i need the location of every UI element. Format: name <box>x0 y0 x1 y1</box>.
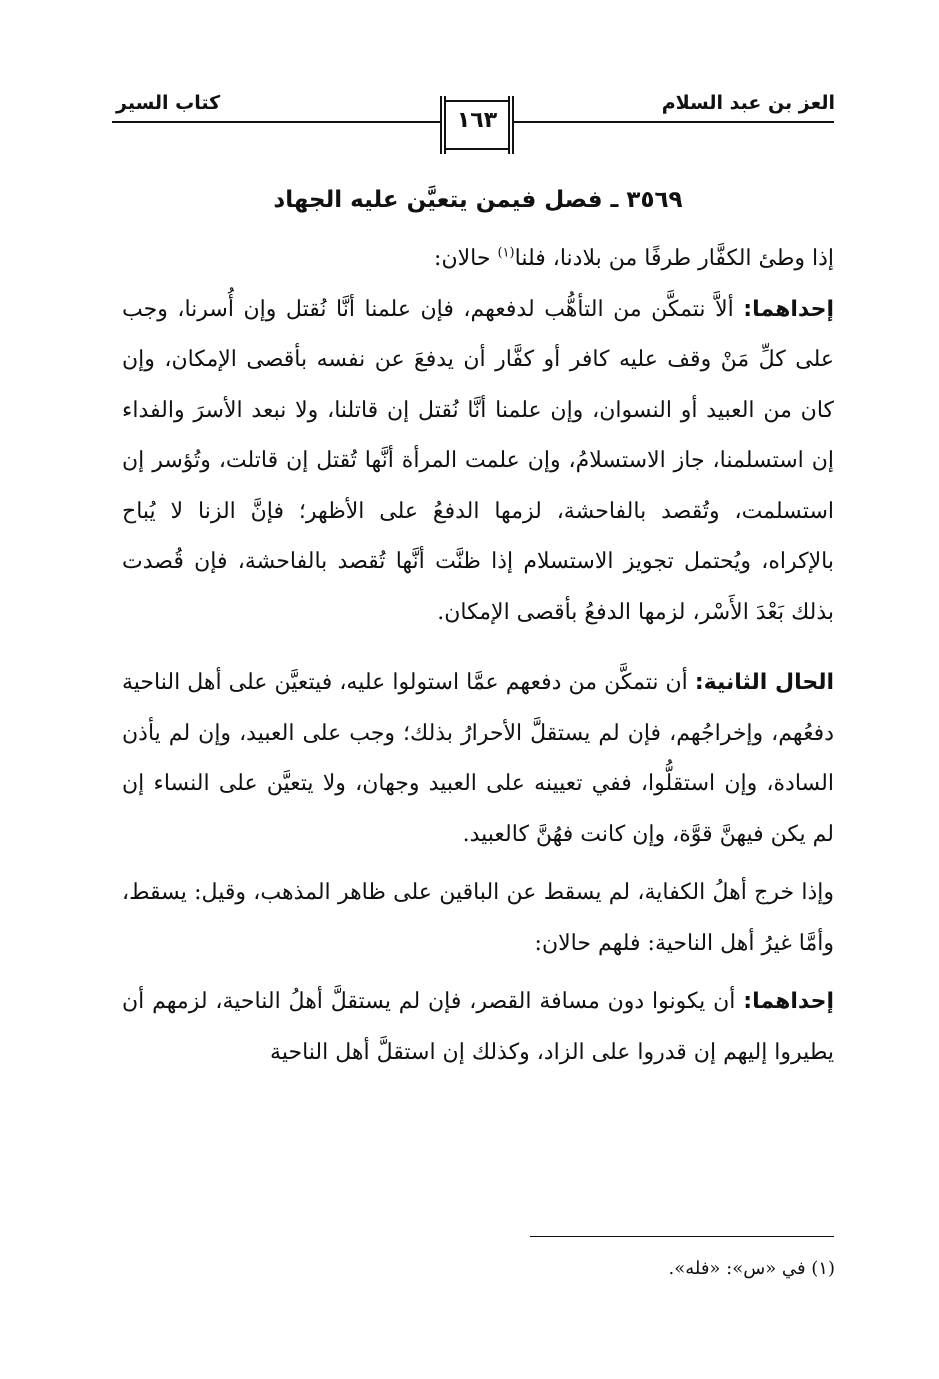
paragraph-lead: إحداهما: <box>743 989 834 1014</box>
paragraph-text: أن يكونوا دون مسافة القصر، فإن لم يستقلَّ أهلُ الناحية، لزمهم أن يطيروا إليهم إن قدروا على الزاد، وكذلك إن استقلَّ أهل الناحية <box>122 989 834 1065</box>
footnote: (١) في «س»: «فله». <box>668 1258 835 1279</box>
paragraph-text: وإذا خرج أهلُ الكفاية، لم يسقط عن الباقين على ظاهر المذهب، وقيل: يسقط، وأمَّا غيرُ أهل الناحية: فلهم حالان: <box>122 880 834 956</box>
header-rule-right <box>512 121 834 123</box>
section-title: ٣٥٦٩ ـ فصل فيمن يتعيَّن عليه الجهاد <box>273 187 683 213</box>
paragraph-text: أن نتمكَّن من دفعهم عمَّا استولوا عليه، فيتعيَّن على أهل الناحية دفعُهم، وإخراجُهم، فإن لم يستقلَّ الأحرارُ بذلك؛ وجب على العبيد، وإن لم يأذن السادة، وإن استقلُّوا، ففي تعيينه على العبيد وجهان، ولا يتعيَّن على النساء إن لم يكن فيهنَّ قوَّة، وإن كانت فهُنَّ كالعبيد. <box>122 670 834 847</box>
footnote-separator <box>530 1236 834 1237</box>
header-author-title: العز بن عبد السلام <box>661 92 835 114</box>
paragraph-second-case <box>122 658 834 860</box>
main-text <box>122 172 834 1078</box>
intro-text: إذا وطئ الكفَّار طرفًا من بلادنا، فلنا <box>514 246 834 271</box>
frame-bottom-rule <box>444 148 510 150</box>
header-rule-left <box>112 121 442 123</box>
paragraph-first-case <box>122 285 834 639</box>
header-book-title: كتاب السير <box>116 92 221 114</box>
paragraph-others-first <box>122 977 834 1078</box>
page-number: ١٦٣ <box>456 108 498 133</box>
footnote-reference: (١) <box>497 245 515 261</box>
page-number-frame <box>440 96 514 154</box>
paragraph-text: ألاَّ نتمكَّن من التأهُّب لدفعهم، فإن علمنا أنَّا نُقتل وإن أُسرنا، وجب على كلِّ مَنْ وقف عليه كافر أو كفَّار أن يدفعَ عن نفسه بأقصى الإمكان، وإن كان من العبيد أو النسوان، وإن علمنا أنَّا نُقتل إن قاتلنا، ولا نبعد الأسرَ والفداء إن استسلمنا، جاز الاستسلامُ، وإن علمت المرأة أنَّها تُقتل إن قاتلت، وتُؤسر إن استسلمت، وتُقصد بالفاحشة، لزمها الدفعُ على الأظهر؛ فإنَّ الزنا لا يُباح بالإكراه، ويُحتمل تجويز الاستسلام إذا ظنَّت أنَّها تُقصد بالفاحشة، فإن قُصدت بذلك بَعْدَ الأَسْر، لزمها الدفعُ بأقصى الإمكان. <box>122 296 834 625</box>
paragraph-lead: إحداهما: <box>743 296 834 322</box>
paragraph-sufficiency <box>122 868 834 969</box>
paragraph-lead: الحال الثانية: <box>694 670 834 695</box>
paragraph-intro <box>122 234 834 285</box>
frame-top-rule <box>444 100 510 102</box>
intro-text-end: حالان: <box>434 246 498 271</box>
